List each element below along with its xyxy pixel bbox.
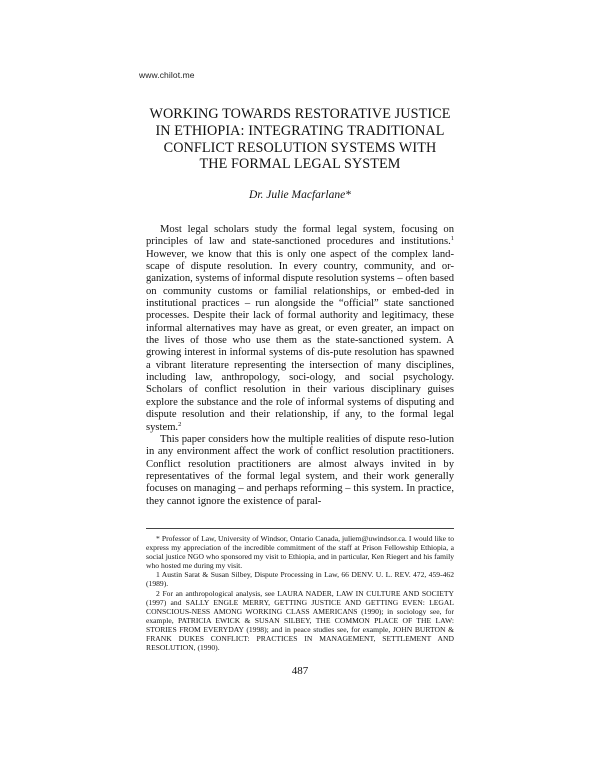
paragraph-text: However, we know that this is only one aspect of the complex land-scape of dispute resolution. In every country, community, and or-ganization, systems of informal dispute resolution systems – often based on community customs or familial relationships, or embed-ded in institutional practices – run alongside the “official” state sanctioned processes. Despite their lack of formal authority and legitimacy, these informal alternatives may have as great, or even greater, an impact on the lives of those who use them as the state-sanctioned system. A growing interest in informal systems of dis-pute resolution has spawned a vibrant literature representing the intersection of many disciplines, including law, anthropology, soci-ology, and social psychology. Scholars of conflict resolution in their various disciplinary guises explore the substance and the role of informal systems of disputing and dispute resolution and their relationship, if any, to the formal legal system. bbox=[146, 248, 454, 433]
title-line: WORKING TOWARDS RESTORATIVE JUSTICE bbox=[149, 106, 451, 122]
footnotes bbox=[146, 534, 454, 652]
footnote-ref: 1 bbox=[450, 235, 454, 243]
footnote-divider bbox=[146, 528, 454, 529]
title-line: THE FORMAL LEGAL SYSTEM bbox=[199, 156, 401, 173]
body-text bbox=[146, 224, 454, 508]
paragraph-text: Most legal scholars study the formal legal system, focusing on principles of law and state-sanctioned procedures and institutions. bbox=[146, 224, 454, 248]
paragraph-text: This paper considers how the multiple realities of dispute reso-lution in any environment affect the work of conflict resolution practitioners. Conflict resolution practitioners are almost always invited in by representatives of the formal legal system, and their work generally focuses on managing – and perhaps reforming – this system. In practice, they cannot ignore the existence of paral- bbox=[146, 433, 454, 507]
author-name: Dr. Julie Macfarlane* bbox=[249, 189, 351, 201]
watermark: www.chilot.me bbox=[139, 70, 195, 80]
paragraph bbox=[146, 224, 454, 434]
title-line: IN ETHIOPIA: INTEGRATING TRADITIONAL bbox=[155, 122, 445, 139]
page-number: 487 bbox=[291, 665, 309, 677]
footnote: 2 For an anthropological analysis, see LAURA NADER, LAW IN CULTURE AND SOCIETY (1997) and SALLY ENGLE MERRY, GETTING JUSTICE AND GETTING EVEN: LEGAL CONSCIOUS-NESS AMONG WORKING CLASS AMERICANS (1990); in sociology see, for example, PATRICIA EWICK & SUSAN SILBEY, THE COMMON PLACE OF THE LAW: STORIES FROM EVERYDAY (1998); and in peace studies see, for example, JOHN BURTON & FRANK DUKES CONFLICT: PRACTICES IN MANAGEMENT, SETTLEMENT AND RESOLUTION, (1990). bbox=[146, 588, 454, 653]
title-line: CONFLICT RESOLUTION SYSTEMS WITH bbox=[163, 139, 437, 156]
footnote-ref: 2 bbox=[178, 420, 182, 428]
footnote: 1 Austin Sarat & Susan Silbey, Dispute Processing in Law, 66 DENV. U. L. REV. 472, 459-462 (1989). bbox=[146, 570, 454, 589]
footnote: * Professor of Law, University of Windsor, Ontario Canada, juliem@uwindsor.ca. I would like to express my appreciation of the incredible commitment of the staff at Prison Fellowship Ethiopia, a social justice NGO who sponsored my visit to Ethiopia, and in particular, Ken Riegert and his family who hosted me during my visit. bbox=[146, 534, 454, 571]
paper-title bbox=[110, 106, 490, 173]
paragraph bbox=[146, 434, 454, 508]
